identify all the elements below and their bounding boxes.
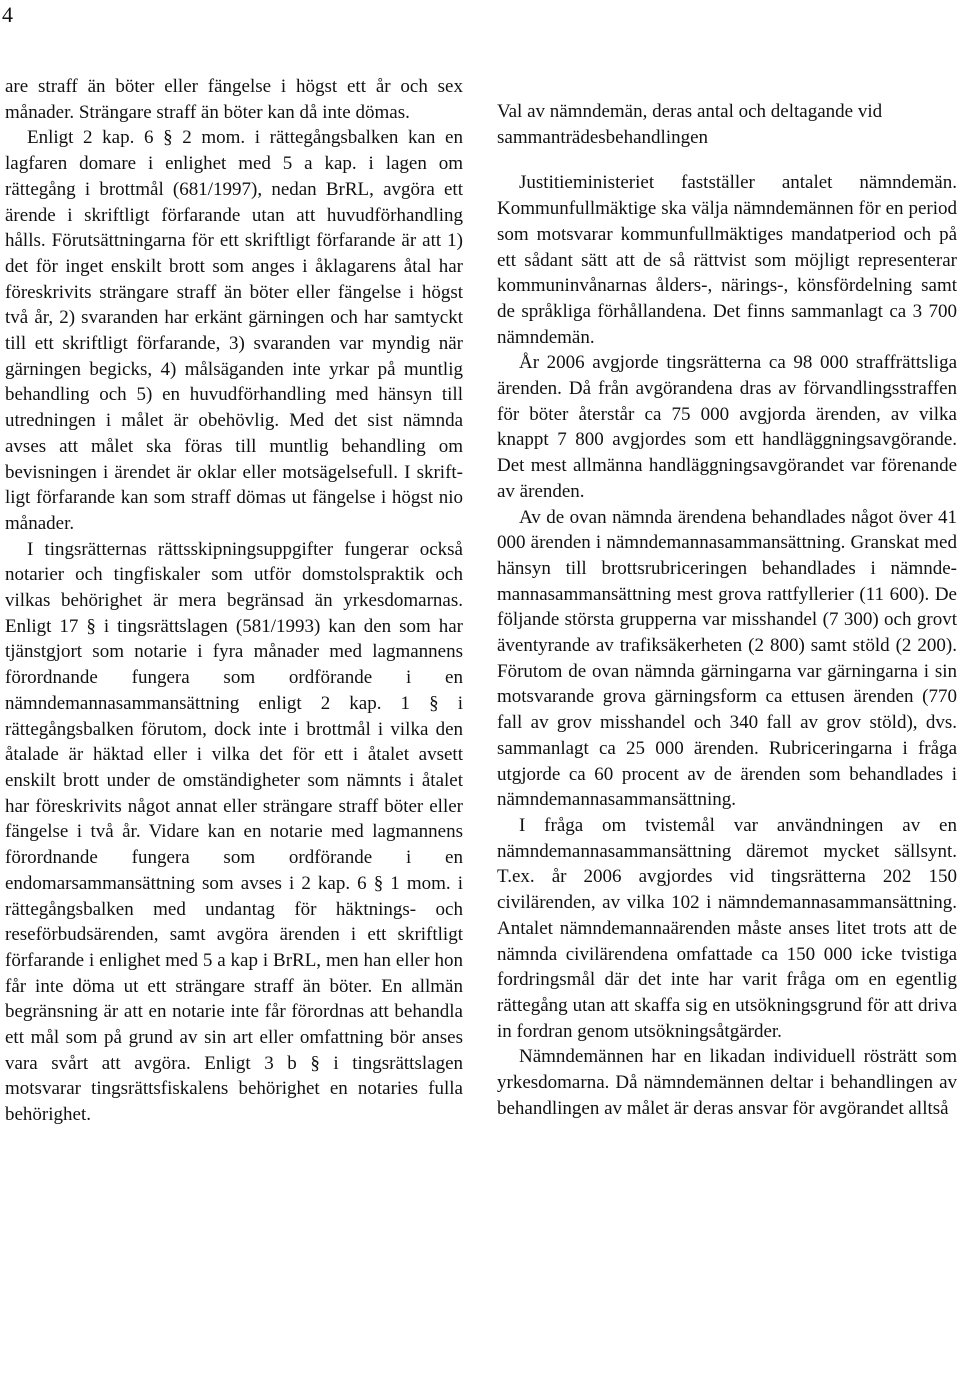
left-column	[5, 74, 463, 1128]
paragraph: Enligt 2 kap. 6 § 2 mom. i rättegångsbalken kan en lagfaren domare i enlighet med 5 a kap. i lagen om rättegång i brottmål (681/1997), nedan BrRL, avgöra ett ärende i skriftligt förfarande utan att huvudförhandling hålls. Förutsättningarna för ett skriftligt förfarande är att 1) det för inget enskilt brott som anges i åklagarens åtal har föreskrivits strängare straff än böter eller fängelse i högst två år, 2) svaranden har erkänt gärningen och har samtyckt till ett skriftligt förfarande, 3) svaranden var myndig när gärningen begicks, 4) målsäganden inte yrkar på muntlig behandling och 5) en huvudförhandling med hänsyn till utredningen i målet är obehövlig. Med det sist nämnda avses att målet ska föras till muntlig behandling om bevisningen i ärendet är oklar eller motsägelsefull. I skriftligt förfarande kan som straff dömas ut fängelse i högst nio månader.	[5, 127, 463, 534]
right-column	[497, 99, 957, 1121]
paragraph: Av de ovan nämnda ärendena behandlades något över 41 000 ärenden i nämndemannasammansättning. Granskat med hänsyn till brottsrubriceringen behandlades i nämndemannasammansättning mest grova rattfyllerier (11 600). De följande största grupperna var misshandel (7 300) och grovt äventyrande av trafiksäkerheten (2 800) samt stöld (2 200). Förutom de ovan nämnda gärningarna var gärningarna i sin motsvarande grova gärningsform ca ettusen ärenden (770 fall av grov misshandel och 340 fall av grov stöld), dvs. sammanlagt ca 25 000 ärenden. Rubriceringarna i fråga utgjorde ca 60 procent av de ärenden som behandlades i nämndemannasammansättning.	[497, 506, 957, 811]
paragraph: are straff än böter eller fängelse i högst ett år och sex månader. Strängare straff än böter kan då inte dömas.	[5, 76, 463, 123]
section-heading: Val av nämndemän, deras antal och deltagande vid sammanträdesbehandlingen	[497, 101, 883, 148]
paragraph: År 2006 avgjorde tingsrätterna ca 98 000 straffrättsliga ärenden. Då från avgörandena dras av förvandlingsstraffen för böter återstår ca 75 000 avgjorda ärenden, av vilka knappt 7 800 avgjordes som ett handläggningsavgörande. Det mest allmänna handläggningsavgörandet var förenande av ärenden.	[497, 352, 957, 502]
paragraph: I fråga om tvistemål var användningen av en nämndemannasammansättning däremot mycket sällsynt. T.ex. år 2006 avgjordes vid tingsrätterna 202 150 civilärenden, av vilka 102 i nämndemannasammansättning. Antalet nämndemannaärenden måste anses litet trots att de nämnda civilärendena omfattade ca 150 000 icke tvistiga fordringsmål där det inte har varit fråga om en egentlig rättegång utan att skaffa sig en utsökningsgrund för att driva in fordran genom utsökningsåtgärder.	[497, 814, 957, 1042]
paragraph: Nämndemännen har en likadan individuell rösträtt som yrkesdomarna. Då nämndemännen deltar i behandlingen av behandlingen av målet är deras ansvar för avgörandet alltså	[497, 1046, 957, 1119]
paragraph: Justitieministeriet fastställer antalet nämndemän. Kommunfullmäktige ska välja nämndemännen för en period som motsvarar kommunfullmäktiges mandatperiod och på ett sådant sätt att de så rättvist som möjligt representerar kommuninvånarnas ålders-, närings-, könsfördelning samt de språkliga förhållandena. Det finns sammanlagt ca 3 700 nämndemän.	[497, 172, 957, 348]
page-number: 4	[2, 2, 13, 27]
paragraph: I tingsrätternas rättsskipningsuppgifter fungerar också notarier och tingfiskaler som utför domstolspraktik och vilkas behörighet är mera begränsad än yrkesdomarnas. Enligt 17 § i tingsrättslagen (581/1993) kan den som har tjänstgjort som notarie i fyra månader med lagmannens förordnande fungera som ordförande i en nämndemannasammansättning enligt 2 kap. 1 § i rättegångsbalken förutom, dock inte i brottmål i vilka den åtalade är häktad eller i vilka det för ett i åtalet avsett enskilt brott under de omständigheter som nämnts i åtalet har föreskrivits något annat eller strängare straff böter eller fängelse i två år. Vidare kan en notarie med lagmannens förordnande fungera som ordförande i en endomarsammansättning som avses i 2 kap. 6 § 1 mom. i rättegångsbalken med undantag för häktnings- och reseförbudsärenden, samt avgöra ärenden i ett skriftligt förfarande i enlighet med 5 a kap i BrRL, men han eller hon får inte döma ut ett strängare straff än böter. En allmän begränsning är att en notarie inte får förordnas att behandla ett mål som på grund av sin art eller omfattning bör anses vara svårt att avgöra. Enligt 3 b § i tingsrättslagen motsvarar tingsrättsfiskalens behörighet en notaries fulla behörighet.	[5, 538, 463, 1126]
